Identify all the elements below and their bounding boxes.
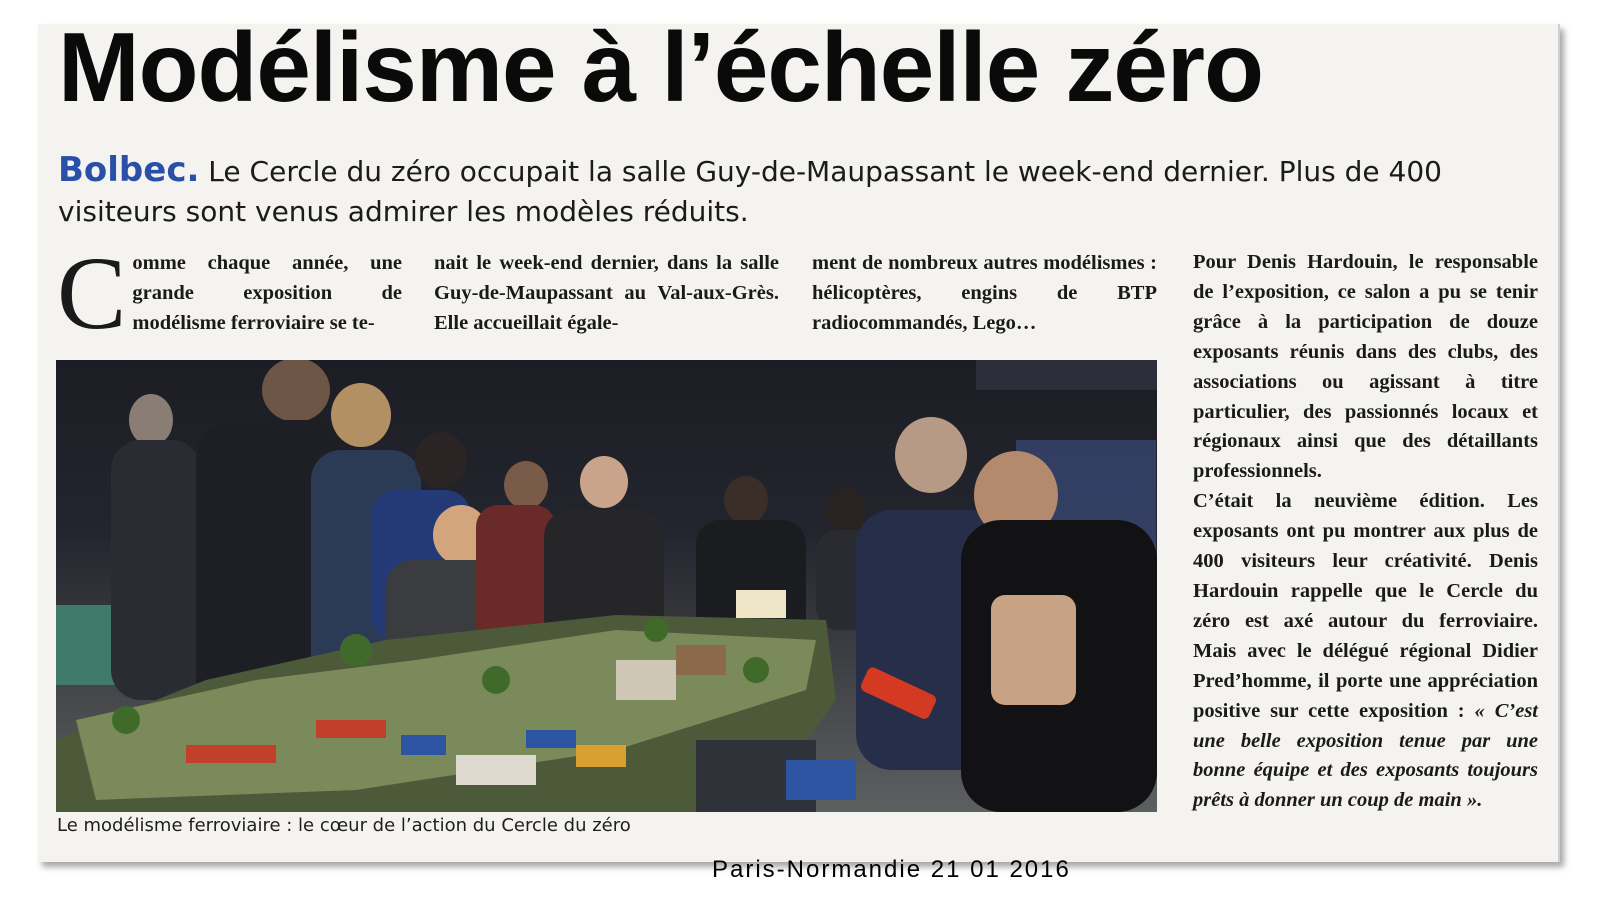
photo-caption: Le modélisme ferroviaire : le cœur de l’action du Cercle du zéro (57, 815, 631, 836)
subhead-text: Le Cercle du zéro occupait la salle Guy-de-Maupassant le week-end dernier. Plus de 400 visiteurs sont venus admirer les modèles réduits. (58, 155, 1442, 228)
drop-cap: C (57, 236, 127, 351)
column-4-quote: « C’est une belle exposition tenue par une bonne équipe et des exposants toujours prêts à donner un coup de main ». (1193, 699, 1538, 812)
article-column-2: nait le week-end dernier, dans la salle Guy-de-Maupassant au Val-aux-Grès. Elle accueillait égale- (434, 252, 779, 334)
article-headline: Modélisme à l’échelle zéro (58, 12, 1263, 122)
article-subhead (58, 150, 1478, 232)
column-4-paragraph-1: Pour Denis Hardouin, le responsable de l’exposition, ce salon a pu se tenir grâce à la participation de douze exposants réunis dans des clubs, des associations ou agissant à titre particulier, des passionnés locaux et régionaux ainsi que des détaillants professionnels. (1193, 251, 1538, 483)
column-4-paragraph-2: C’était la neuvième édition. Les exposants ont pu montrer aux plus de 400 visiteurs leur créativité. Denis Hardouin rappelle que le Cercle du zéro est axé autour du ferroviaire. Mais avec le délégué régional Didier Pred’homme, il porte une appréciation positive sur cette exposition : (1193, 490, 1538, 722)
column-1-text: omme chaque année, une grande exposition de modélisme ferroviaire se te- (132, 252, 402, 334)
article-column-4 (1193, 248, 1538, 816)
article-column-1 (57, 236, 402, 351)
source-line: Paris-Normandie 21 01 2016 (712, 856, 1071, 883)
subhead-place: Bolbec. (58, 150, 200, 190)
article-photo (56, 360, 1157, 812)
photo-illustration (56, 360, 1157, 812)
article-column-3: ment de nombreux autres modélismes : hélicoptères, engins de BTP radiocommandés, Lego… (812, 252, 1157, 334)
